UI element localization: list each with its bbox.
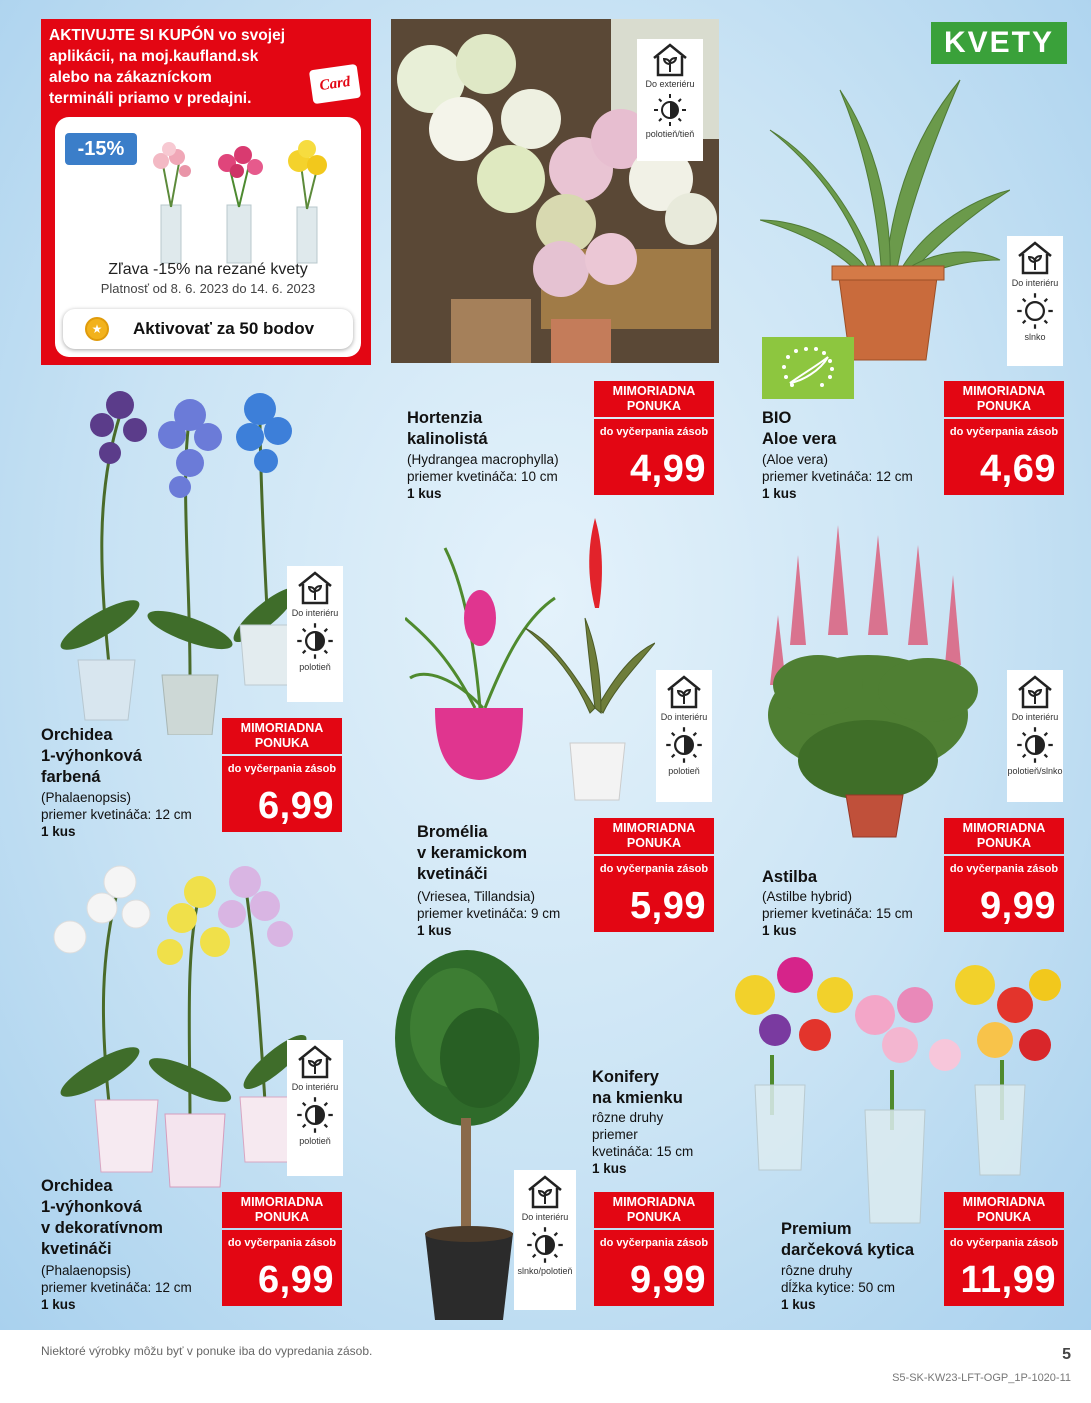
- coupon-validity: Platnosť od 8. 6. 2023 do 14. 6. 2023: [100, 281, 316, 296]
- eu-organic-logo: [762, 337, 854, 399]
- coupon-line: aplikácii, na moj.kaufland.sk: [49, 48, 259, 65]
- price-tag: [222, 1230, 342, 1306]
- shade-label: polotieň: [299, 1136, 331, 1146]
- sun-icon: [1015, 291, 1055, 331]
- quantity: 1 kus: [762, 923, 797, 938]
- availability-label: do vyčerpania zásob: [599, 863, 709, 875]
- price-tag: [594, 1230, 714, 1306]
- offer-line: MIMORIADNA: [962, 821, 1046, 835]
- offer-line: PONUKA: [626, 1210, 682, 1224]
- product-name-line: Orchidea: [41, 726, 113, 744]
- exterior-label: Do exteriéru: [645, 79, 695, 89]
- price-tag: [594, 856, 714, 932]
- house-plant-icon: [650, 42, 690, 78]
- product-name-line: Bromélia: [417, 823, 488, 841]
- special-offer-label: [594, 381, 714, 417]
- product-name-line: kvetináči: [41, 1240, 112, 1258]
- product-name: [41, 1176, 163, 1260]
- product-name-line: darčeková kytica: [781, 1241, 915, 1259]
- pot-size: priemer kvetináča: 12 cm: [762, 469, 913, 484]
- pot-size: priemer kvetináča: 15 cm: [762, 906, 913, 921]
- page-number: 5: [1062, 1346, 1071, 1363]
- price-value: 5,99: [630, 885, 706, 927]
- quantity: 1 kus: [762, 486, 797, 501]
- bromelia-photo: [405, 508, 655, 808]
- offer-line: MIMORIADNA: [612, 384, 696, 398]
- quantity: 1 kus: [41, 824, 76, 839]
- special-offer-label: [594, 1192, 714, 1228]
- offer-line: MIMORIADNA: [962, 384, 1046, 398]
- product-name: [592, 1067, 683, 1109]
- availability-label: do vyčerpania zásob: [599, 426, 709, 438]
- discount-badge: -15%: [65, 133, 137, 165]
- availability-label: do vyčerpania zásob: [227, 763, 337, 775]
- catalog-code: S5-SK-KW23-LFT-OGP_1P-1020-11: [892, 1372, 1071, 1384]
- product-name-line: Hortenzia: [407, 409, 483, 427]
- quantity: 1 kus: [417, 923, 452, 938]
- bouquet-image: [143, 135, 199, 265]
- price-tag: [944, 856, 1064, 932]
- price-value: 9,99: [630, 1259, 706, 1301]
- quantity: 1 kus: [407, 486, 442, 501]
- pot-size: priemer kvetináča: 12 cm: [41, 1280, 192, 1295]
- house-plant-icon: [295, 569, 335, 607]
- product-name: [762, 867, 817, 888]
- offer-line: MIMORIADNA: [612, 1195, 696, 1209]
- offer-line: PONUKA: [626, 836, 682, 850]
- product-name-line: kvetináči: [417, 865, 488, 883]
- offer-line: PONUKA: [626, 399, 682, 413]
- price-tag: [594, 419, 714, 495]
- half-sun-icon: [525, 1225, 565, 1265]
- bouquet-image: [211, 135, 267, 265]
- product-name-line: farbená: [41, 768, 101, 786]
- product-details: [41, 789, 192, 840]
- latin-name: (Astilbe hybrid): [762, 889, 853, 904]
- product-name: [781, 1219, 914, 1261]
- half-sun-icon: [1015, 725, 1055, 765]
- product-name: [762, 408, 836, 450]
- house-plant-icon: [664, 673, 704, 711]
- aloe-placement-icons: [1007, 236, 1063, 366]
- sun-shade-label: slnko/polotieň: [517, 1266, 573, 1276]
- shade-label: polotieň: [668, 766, 700, 776]
- product-details: [407, 451, 559, 502]
- interior-label: Do interiéru: [291, 1082, 339, 1092]
- latin-name: (Phalaenopsis): [41, 1263, 132, 1278]
- coupon-line: termináli priamo v predajni.: [49, 90, 252, 107]
- shade-sun-label: polotieň/slnko: [1007, 766, 1063, 776]
- offer-line: MIMORIADNA: [612, 821, 696, 835]
- coupon-description: Zľava -15% na rezané kvety: [108, 261, 308, 278]
- house-plant-icon: [1015, 239, 1055, 277]
- pot-size: kvetináča: 15 cm: [592, 1144, 694, 1159]
- pot-size: priemer kvetináča: 10 cm: [407, 469, 558, 484]
- latin-name: (Phalaenopsis): [41, 790, 132, 805]
- product-name-line: Aloe vera: [762, 430, 837, 448]
- conifer-placement-icons: [514, 1170, 576, 1310]
- offer-line: PONUKA: [976, 399, 1032, 413]
- special-offer-label: [222, 1192, 342, 1228]
- product-name-line: v keramickom: [417, 844, 528, 862]
- product-name-line: BIO: [762, 409, 792, 427]
- half-sun-icon: [295, 1095, 335, 1135]
- product-details: [417, 888, 560, 939]
- aloe-vera-photo: [760, 70, 1010, 370]
- product-name-line: v dekoratívnom: [41, 1219, 163, 1237]
- quantity: 1 kus: [592, 1161, 627, 1176]
- footer-area: [0, 1330, 1091, 1403]
- product-name-line: Premium: [781, 1220, 852, 1238]
- coupon-instructions: [49, 25, 304, 109]
- latin-name: (Aloe vera): [762, 452, 829, 467]
- pot-size: priemer: [592, 1127, 638, 1142]
- interior-label: Do interiéru: [521, 1212, 569, 1222]
- product-name-line: 1-výhonková: [41, 747, 142, 765]
- activate-coupon-button[interactable]: [63, 309, 353, 349]
- product-name-line: Astilba: [762, 868, 818, 886]
- astilbe-placement-icons: [1007, 670, 1063, 802]
- bouquet-length: dĺžka kytice: 50 cm: [781, 1280, 896, 1295]
- latin-name: (Hydrangea macrophylla): [407, 452, 559, 467]
- price-tag: [222, 756, 342, 832]
- product-name-line: kalinolistá: [407, 430, 488, 448]
- availability-label: do vyčerpania zásob: [599, 1237, 709, 1249]
- product-details: [592, 1109, 693, 1177]
- product-name-line: Orchidea: [41, 1177, 113, 1195]
- activate-coupon-label: Aktivovať za 50 bodov: [133, 319, 315, 338]
- house-plant-icon: [295, 1043, 335, 1081]
- interior-label: Do interiéru: [660, 712, 708, 722]
- special-offer-label: [222, 718, 342, 754]
- special-offer-label: [944, 381, 1064, 417]
- offer-line: PONUKA: [254, 1210, 310, 1224]
- gift-bouquet-photo: [715, 945, 1075, 1225]
- category-label: KVETY: [931, 22, 1067, 64]
- interior-label: Do interiéru: [1011, 278, 1059, 288]
- coupon-line: alebo na zákazníckom: [49, 69, 212, 86]
- footnote: Niektoré výrobky môžu byť v ponuke iba do vypredania zásob.: [41, 1344, 373, 1358]
- product-name-line: 1-výhonková: [41, 1198, 142, 1216]
- pot-size: priemer kvetináča: 12 cm: [41, 807, 192, 822]
- offer-line: PONUKA: [976, 1210, 1032, 1224]
- pot-size: priemer kvetináča: 9 cm: [417, 906, 561, 921]
- product-name: [41, 725, 142, 788]
- availability-label: do vyčerpania zásob: [227, 1237, 337, 1249]
- hydrangea-photo: [391, 19, 719, 363]
- orchid-placement-icons: [287, 566, 343, 702]
- product-name-line: Konifery: [592, 1068, 659, 1086]
- offer-line: MIMORIADNA: [962, 1195, 1046, 1209]
- offer-line: PONUKA: [976, 836, 1032, 850]
- shade-label: polotieň: [299, 662, 331, 672]
- special-offer-label: [594, 818, 714, 854]
- quantity: 1 kus: [41, 1297, 76, 1312]
- latin-name: rôzne druhy: [781, 1263, 853, 1278]
- availability-label: do vyčerpania zásob: [949, 863, 1059, 875]
- quantity: 1 kus: [781, 1297, 816, 1312]
- price-tag: [944, 1230, 1064, 1306]
- half-shade-label: polotieň/tieň: [645, 129, 695, 139]
- product-details: [762, 451, 913, 502]
- offer-line: PONUKA: [254, 736, 310, 750]
- coin-icon: ★: [85, 317, 109, 341]
- availability-label: do vyčerpania zásob: [949, 426, 1059, 438]
- card-logo: Card: [309, 64, 361, 104]
- interior-label: Do interiéru: [291, 608, 339, 618]
- special-offer-label: [944, 818, 1064, 854]
- price-value: 6,99: [258, 785, 334, 827]
- eu-leaf-icon: [762, 337, 854, 399]
- price-value: 11,99: [960, 1259, 1056, 1301]
- offer-line: MIMORIADNA: [240, 1195, 324, 1209]
- house-plant-icon: [1015, 673, 1055, 711]
- price-value: 6,99: [258, 1259, 334, 1301]
- product-details: [762, 888, 913, 939]
- bouquet-image: [279, 135, 335, 265]
- latin-name: rôzne druhy: [592, 1110, 664, 1125]
- product-details: [41, 1262, 192, 1313]
- coupon-line: AKTIVUJTE SI KUPÓN vo svojej: [49, 27, 285, 44]
- sun-label: slnko: [1024, 332, 1046, 342]
- latin-name: (Vriesea, Tillandsia): [417, 889, 536, 904]
- astilbe-photo: [758, 515, 988, 845]
- half-sun-icon: [652, 92, 688, 128]
- half-sun-icon: [295, 621, 335, 661]
- offer-line: MIMORIADNA: [240, 721, 324, 735]
- coupon-banner[interactable]: [41, 19, 371, 365]
- price-tag: [944, 419, 1064, 495]
- product-name-line: na kmienku: [592, 1089, 683, 1107]
- half-sun-icon: [664, 725, 704, 765]
- interior-label: Do interiéru: [1011, 712, 1059, 722]
- price-value: 4,99: [630, 448, 706, 490]
- price-value: 9,99: [980, 885, 1056, 927]
- decor-orchid-placement-icons: [287, 1040, 343, 1176]
- product-name: [407, 408, 488, 450]
- bromelia-placement-icons: [656, 670, 712, 802]
- coupon-card: [55, 117, 361, 357]
- house-plant-icon: [525, 1173, 565, 1211]
- placement-icons: [637, 39, 703, 161]
- product-details: [781, 1262, 895, 1313]
- product-name: [417, 822, 527, 885]
- price-value: 4,69: [980, 448, 1056, 490]
- availability-label: do vyčerpania zásob: [949, 1237, 1059, 1249]
- special-offer-label: [944, 1192, 1064, 1228]
